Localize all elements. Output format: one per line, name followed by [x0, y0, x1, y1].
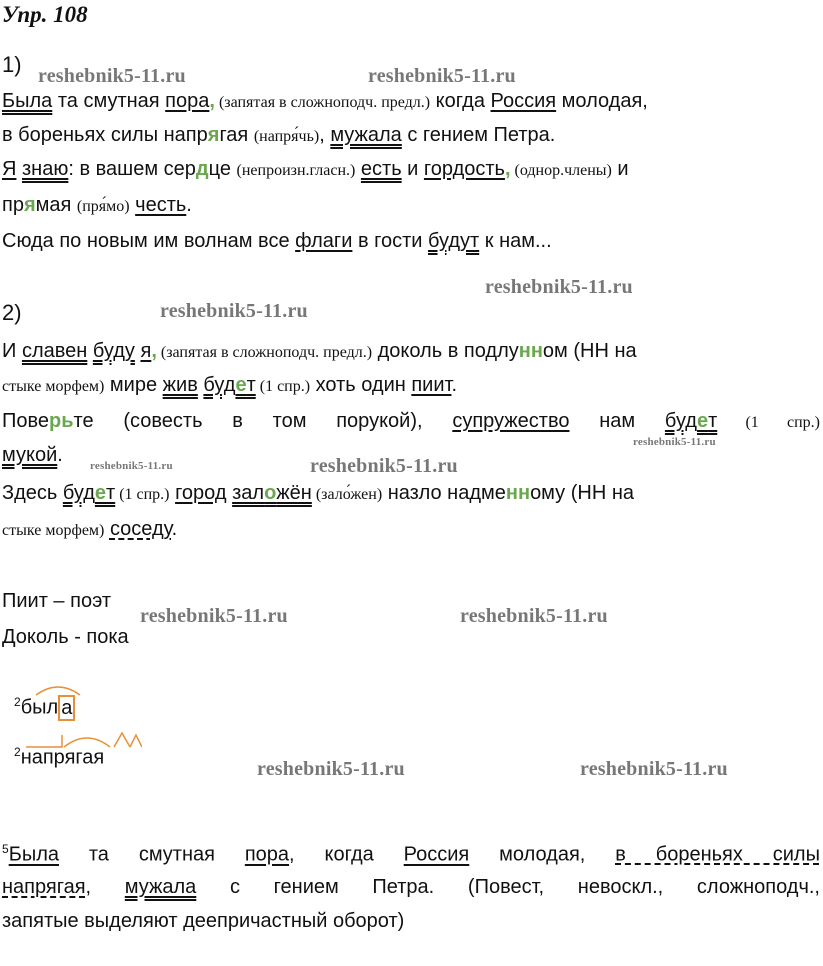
note: (1 спр.) — [115, 486, 170, 503]
text: с гением Петра. (Повест, невоскл., сложноподч., — [196, 876, 820, 898]
watermark: reshebnik5-11.ru — [580, 758, 728, 780]
text: . — [186, 194, 192, 216]
spelling-mark: я — [207, 124, 220, 146]
text: в гости — [352, 230, 429, 252]
text: ому (НН на — [530, 482, 634, 504]
note: (напря́чь) — [253, 128, 320, 145]
analysis-index: 2 — [14, 695, 21, 709]
comma-mark: , — [209, 90, 215, 112]
text: жён — [276, 482, 312, 504]
text: Здесь — [2, 482, 63, 504]
subject: Была — [2, 90, 53, 112]
subject: супружество — [452, 410, 570, 432]
subject: Я — [2, 158, 17, 180]
text: и — [611, 158, 629, 180]
analysis-line — [2, 910, 404, 933]
text: , — [85, 876, 125, 898]
exercise-title: Упр. 108 — [2, 2, 88, 27]
text: . — [451, 374, 458, 396]
adverbial: напрягая — [2, 876, 86, 898]
spelling-mark: рь — [49, 410, 74, 432]
text: доколь в подлу — [372, 340, 519, 362]
watermark: reshebnik5-11.ru — [368, 65, 516, 87]
part-number: 1) — [2, 52, 22, 77]
note: (зало́жен) — [311, 486, 383, 503]
text: т — [246, 374, 256, 396]
predicate — [665, 410, 717, 432]
watermark: reshebnik5-11.ru — [310, 455, 458, 477]
subject: пора — [244, 843, 290, 866]
subject: пора — [165, 90, 210, 112]
watermark: reshebnik5-11.ru — [140, 605, 288, 627]
text: и — [401, 158, 424, 180]
text: молодая, — [469, 843, 616, 866]
text: та смутная — [52, 90, 166, 112]
text: когда — [430, 90, 491, 112]
predicate: славен — [21, 340, 88, 362]
analysis-index: 2 — [14, 745, 21, 759]
subject: честь — [135, 194, 187, 216]
subject: Была — [8, 843, 59, 866]
note: (однор.члены) — [510, 162, 612, 179]
spelling-mark: е — [235, 374, 247, 396]
text: буд — [62, 482, 95, 504]
text-line — [2, 340, 637, 363]
root: был — [20, 696, 59, 719]
subject: Россия — [490, 90, 557, 112]
note: (запятая в сложноподч. предл.) — [214, 94, 431, 111]
text-line — [2, 410, 820, 433]
predicate: мужала — [330, 124, 402, 146]
text: . — [171, 518, 178, 540]
glossary-entry: Доколь - пока — [2, 626, 129, 648]
adverbial: в бореньях силы — [615, 843, 820, 866]
morpheme-word — [14, 745, 104, 770]
text: нам — [569, 410, 665, 432]
part-number: 2) — [2, 300, 22, 325]
comma-mark: , — [504, 158, 511, 180]
text: Сюда по новым им волнам все — [2, 230, 296, 252]
spelling-mark: нн — [518, 340, 543, 362]
spelling-mark: я — [23, 194, 36, 216]
predicate: есть — [360, 158, 402, 180]
predicate: мукой — [2, 444, 58, 466]
text-line — [2, 482, 634, 505]
watermark: reshebnik5-11.ru — [38, 65, 186, 87]
text-line — [2, 124, 555, 147]
comma-mark: , — [151, 340, 157, 362]
text-line — [2, 158, 629, 181]
analysis-index: 5 — [2, 842, 9, 856]
morpheme-word — [14, 695, 75, 720]
predicate — [232, 482, 312, 504]
spelling-mark: о — [264, 482, 277, 504]
subject: гордость — [423, 158, 505, 180]
ending-box: а — [58, 695, 75, 721]
watermark: reshebnik5-11.ru — [90, 460, 173, 472]
spelling-mark: нн — [505, 482, 531, 504]
text: т — [708, 410, 718, 432]
note: (запятая в сложноподч. предл.) — [156, 344, 373, 361]
text: гая — [219, 124, 254, 146]
predicate: жив — [162, 374, 198, 396]
predicate — [63, 482, 115, 504]
text: запятые выделяют деепричастный оборот) — [2, 910, 405, 932]
text: буд — [203, 374, 236, 396]
text: Пове — [2, 410, 50, 432]
note: (1 спр.) — [255, 378, 311, 395]
text: те (совесть в том порукой), — [73, 410, 453, 432]
subject: я — [140, 340, 152, 362]
text: т — [106, 482, 116, 504]
predicate: знаю — [22, 158, 69, 180]
analysis-line — [2, 842, 820, 867]
subject: город — [175, 482, 227, 504]
text-line — [2, 518, 177, 541]
predicate: мужала — [124, 876, 197, 898]
text: хоть один — [310, 374, 412, 396]
text-line — [2, 90, 648, 113]
glossary-entry: Пиит – поэт — [2, 590, 111, 612]
text: це — [208, 158, 237, 180]
watermark: reshebnik5-11.ru — [633, 436, 716, 448]
text-line — [2, 444, 63, 467]
text: , когда — [289, 843, 404, 866]
text: с гением Петра. — [401, 124, 556, 146]
text: буд — [664, 410, 697, 432]
text-line — [2, 194, 192, 217]
watermark: reshebnik5-11.ru — [160, 300, 308, 322]
note: (1 спр.) — [717, 414, 820, 431]
morpheme-marks-icon — [22, 727, 142, 751]
predicate: буду — [92, 340, 135, 362]
word: напрягая — [20, 746, 105, 769]
text: : в вашем сер — [68, 158, 196, 180]
predicate — [203, 374, 255, 396]
text: в бореньях силы напр — [2, 124, 208, 146]
text: , — [319, 124, 331, 146]
text: молодая, — [556, 90, 648, 112]
watermark: reshebnik5-11.ru — [257, 758, 405, 780]
note: (непроизн.гласн.) — [236, 162, 356, 179]
text: мире — [104, 374, 163, 396]
spelling-mark: д — [195, 158, 209, 180]
text: мая — [35, 194, 77, 216]
text: та смутная — [58, 843, 245, 866]
text: . — [57, 444, 63, 466]
predicate: будут — [428, 230, 480, 252]
spelling-mark: е — [94, 482, 107, 504]
note: (пря́мо) — [76, 198, 130, 215]
note: стыке морфем) — [2, 522, 105, 539]
subject: Россия — [403, 843, 470, 866]
subject: флаги — [295, 230, 353, 252]
watermark: reshebnik5-11.ru — [485, 276, 633, 298]
text: ом (НН на — [542, 340, 637, 362]
text: к нам... — [479, 230, 552, 252]
subject: пиит — [411, 374, 452, 396]
text: И — [2, 340, 22, 362]
root-arc-icon — [32, 679, 92, 699]
note: стыке морфем) — [2, 378, 105, 395]
analysis-line — [2, 876, 820, 899]
watermark: reshebnik5-11.ru — [460, 605, 608, 627]
object: соседу — [109, 518, 172, 540]
spelling-mark: е — [696, 410, 709, 432]
text: назло надме — [382, 482, 506, 504]
text-line — [2, 374, 457, 397]
text-line — [2, 230, 552, 253]
text: пр — [2, 194, 24, 216]
text: зал — [232, 482, 265, 504]
